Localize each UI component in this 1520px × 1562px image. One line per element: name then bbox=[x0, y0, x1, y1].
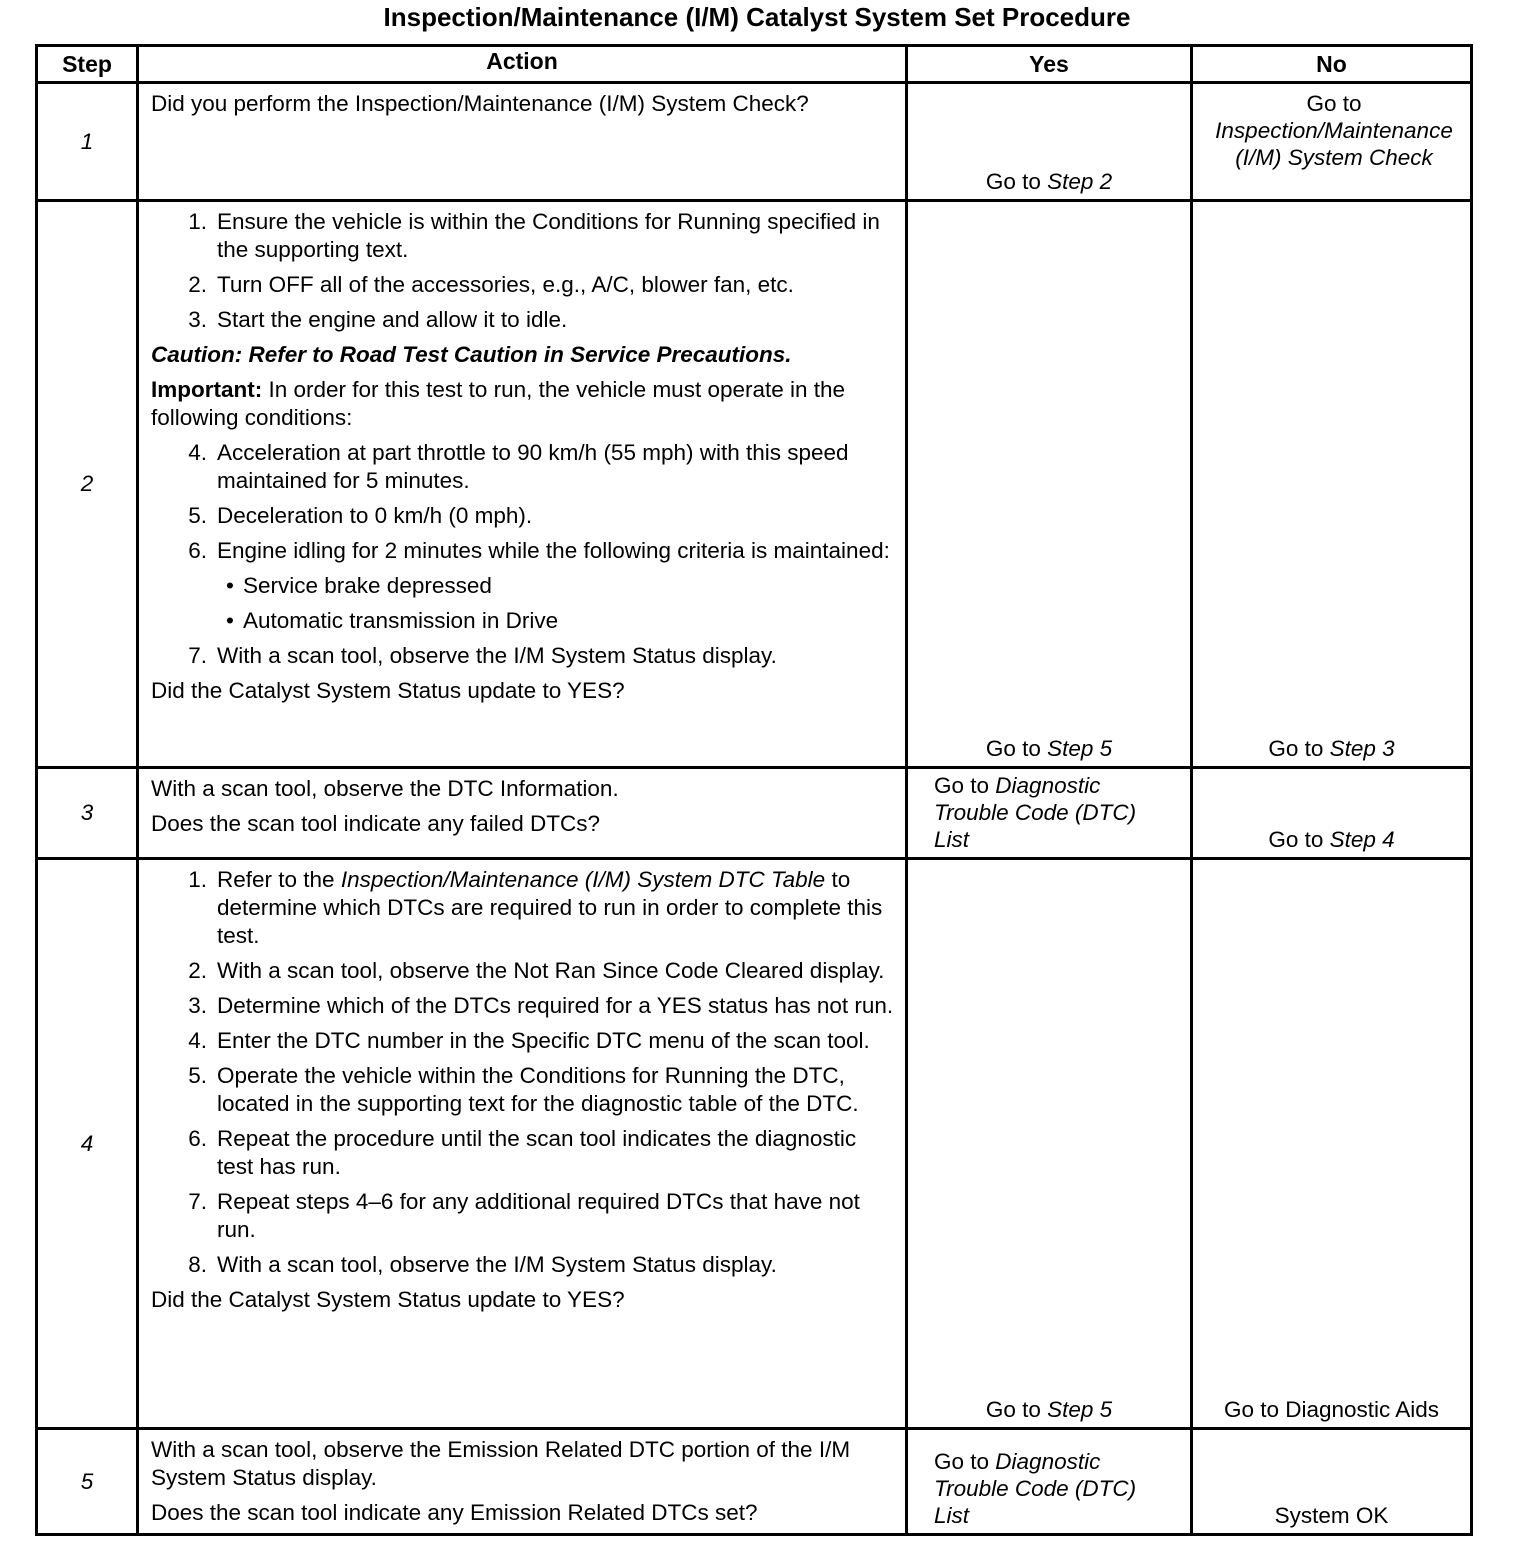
text-segment: Important: bbox=[151, 377, 263, 402]
action-list-item bbox=[151, 208, 897, 264]
text-segment: Go to bbox=[1306, 91, 1362, 116]
yes-result-text bbox=[986, 1396, 1112, 1423]
list-text bbox=[217, 502, 897, 530]
list-number: 6. bbox=[188, 538, 207, 563]
table-row bbox=[37, 859, 1472, 1429]
yes-result-cell bbox=[907, 768, 1192, 859]
text-segment: Acceleration at part throttle to 90 km/h (55 mph) with this speed maintained for 5 minutes. bbox=[217, 440, 849, 493]
text-segment: Does the scan tool indicate any failed DTCs? bbox=[151, 811, 600, 836]
text-segment: With a scan tool, observe the I/M System Status display. bbox=[217, 1252, 777, 1277]
text-segment: Did the Catalyst System Status update to YES? bbox=[151, 678, 625, 703]
step-number: 1 bbox=[37, 83, 138, 201]
list-text bbox=[217, 1062, 897, 1118]
no-result-cell bbox=[1192, 201, 1472, 768]
text-segment: Inspection/Maintenance (I/M) System DTC Table bbox=[340, 867, 826, 892]
step-number: 4 bbox=[37, 859, 138, 1429]
action-list-item bbox=[151, 1125, 897, 1181]
yes-result-cell bbox=[907, 1429, 1192, 1535]
action-list-item bbox=[151, 306, 897, 334]
text-segment: Step 5 bbox=[1047, 1397, 1113, 1422]
table-row bbox=[37, 768, 1472, 859]
text-segment: With a scan tool, observe the DTC Information. bbox=[151, 776, 619, 801]
list-text bbox=[217, 866, 897, 950]
yes-result-cell bbox=[907, 201, 1192, 768]
action-cell bbox=[138, 768, 907, 859]
list-number: 4. bbox=[188, 1028, 207, 1053]
text-segment: Determine which of the DTCs required for a YES status has not run. bbox=[217, 993, 894, 1018]
step-number: 2 bbox=[37, 201, 138, 768]
list-text bbox=[217, 1125, 897, 1181]
list-number: 4. bbox=[188, 440, 207, 465]
list-number: 7. bbox=[188, 643, 207, 668]
text-segment: Ensure the vehicle is within the Conditions for Running specified in the supporting text. bbox=[217, 209, 880, 262]
action-list-item bbox=[151, 537, 897, 635]
action-list-item bbox=[151, 1188, 897, 1244]
text-segment: System OK bbox=[1274, 1503, 1389, 1528]
action-paragraph bbox=[151, 677, 897, 705]
no-result-cell bbox=[1192, 83, 1472, 201]
action-list-item bbox=[151, 271, 897, 299]
yes-result-text bbox=[934, 772, 1164, 853]
text-segment: Caution: Refer to Road Test Caution in Service Precautions. bbox=[151, 342, 792, 367]
step-number: 5 bbox=[37, 1429, 138, 1535]
header-step: Step bbox=[37, 46, 138, 83]
text-segment: Go to bbox=[985, 736, 1048, 761]
list-number: 2. bbox=[188, 958, 207, 983]
list-text bbox=[217, 642, 897, 670]
text-segment: Inspection/Maintenance (I/M) System Check bbox=[1215, 118, 1453, 170]
action-list-item bbox=[151, 1251, 897, 1279]
action-list-item bbox=[151, 1062, 897, 1118]
text-segment: Step 3 bbox=[1329, 736, 1395, 761]
no-result-cell bbox=[1192, 1429, 1472, 1535]
yes-result-cell bbox=[907, 859, 1192, 1429]
list-number: 3. bbox=[188, 307, 207, 332]
list-text bbox=[217, 1027, 897, 1055]
action-paragraph bbox=[151, 1286, 897, 1314]
table-row bbox=[37, 201, 1472, 768]
action-list-item bbox=[151, 502, 897, 530]
bullet-icon: • bbox=[226, 573, 234, 598]
bullet-text: Service brake depressed bbox=[243, 573, 492, 598]
text-segment: Engine idling for 2 minutes while the following criteria is maintained: bbox=[217, 538, 890, 563]
text-segment: With a scan tool, observe the Emission Related DTC portion of the I/M System Status display. bbox=[151, 1437, 851, 1490]
list-text bbox=[217, 1251, 897, 1279]
no-result-text bbox=[1224, 1396, 1439, 1423]
action-paragraph bbox=[151, 775, 897, 803]
list-number: 5. bbox=[188, 503, 207, 528]
text-segment: Go to Diagnostic Aids bbox=[1223, 1397, 1440, 1422]
list-text bbox=[217, 537, 897, 635]
text-segment: Step 5 bbox=[1047, 736, 1113, 761]
header-action: Action bbox=[138, 46, 907, 83]
text-segment: Diagnostic Trouble Code (DTC) List bbox=[934, 1449, 1137, 1528]
text-segment: Enter the DTC number in the Specific DTC menu of the scan tool. bbox=[217, 1028, 870, 1053]
text-segment: With a scan tool, observe the Not Ran Since Code Cleared display. bbox=[217, 958, 885, 983]
text-segment: Did you perform the Inspection/Maintenance (I/M) System Check? bbox=[151, 91, 809, 116]
bullet-item bbox=[217, 607, 897, 635]
page-title: Inspection/Maintenance (I/M) Catalyst System Set Procedure bbox=[383, 2, 1131, 32]
text-segment: Does the scan tool indicate any Emission Related DTCs set? bbox=[151, 1500, 758, 1525]
action-paragraph bbox=[151, 90, 897, 118]
no-result-text bbox=[1268, 826, 1394, 853]
list-number: 1. bbox=[188, 867, 207, 892]
action-paragraph bbox=[151, 341, 897, 369]
list-number: 8. bbox=[188, 1252, 207, 1277]
action-cell bbox=[138, 201, 907, 768]
text-segment: Turn OFF all of the accessories, e.g., A/C, blower fan, etc. bbox=[217, 272, 794, 297]
yes-result-text bbox=[934, 1448, 1164, 1529]
bullet-text: Automatic transmission in Drive bbox=[243, 608, 559, 633]
table-row bbox=[37, 83, 1472, 201]
action-paragraph bbox=[151, 1499, 897, 1527]
action-list-item bbox=[151, 992, 897, 1020]
yes-result-text bbox=[986, 168, 1112, 195]
text-segment: In order for this test to run, the vehicle must operate in the following conditions: bbox=[151, 377, 846, 430]
text-segment: Go to bbox=[1268, 736, 1330, 761]
text-segment: Operate the vehicle within the Conditions for Running the DTC, located in the supporting text for the diagnostic table of the DTC. bbox=[217, 1063, 859, 1116]
bullet-item bbox=[217, 572, 897, 600]
text-segment: Go to bbox=[934, 773, 996, 798]
action-list-item bbox=[151, 439, 897, 495]
yes-result-cell bbox=[907, 83, 1192, 201]
no-result-text bbox=[1275, 1502, 1389, 1529]
action-paragraph bbox=[151, 810, 897, 838]
text-segment: Step 2 bbox=[1047, 169, 1113, 194]
list-number: 3. bbox=[188, 993, 207, 1018]
text-segment: Repeat steps 4–6 for any additional required DTCs that have not run. bbox=[217, 1189, 860, 1242]
action-list-item bbox=[151, 866, 897, 950]
text-segment: Go to bbox=[1268, 827, 1330, 852]
list-number: 7. bbox=[188, 1189, 207, 1214]
list-text bbox=[217, 1188, 897, 1244]
list-text bbox=[217, 439, 897, 495]
list-number: 2. bbox=[188, 272, 207, 297]
step-number: 3 bbox=[37, 768, 138, 859]
action-cell bbox=[138, 859, 907, 1429]
text-segment: Diagnostic Trouble Code (DTC) List bbox=[934, 773, 1137, 852]
text-segment: Go to bbox=[985, 169, 1048, 194]
no-result-text bbox=[1268, 735, 1394, 762]
list-text bbox=[217, 306, 897, 334]
text-segment: Step 4 bbox=[1329, 827, 1395, 852]
action-list-item bbox=[151, 1027, 897, 1055]
no-result-text bbox=[1199, 90, 1469, 171]
action-list-item bbox=[151, 957, 897, 985]
list-text bbox=[217, 992, 897, 1020]
table-header-row bbox=[37, 46, 1472, 83]
yes-result-text bbox=[986, 735, 1112, 762]
list-text bbox=[217, 957, 897, 985]
list-text bbox=[217, 208, 897, 264]
action-paragraph bbox=[151, 1436, 897, 1492]
action-list-item bbox=[151, 642, 897, 670]
text-segment: With a scan tool, observe the I/M System Status display. bbox=[217, 643, 777, 668]
action-cell bbox=[138, 83, 907, 201]
bullet-icon: • bbox=[226, 608, 234, 633]
text-segment: Repeat the procedure until the scan tool indicates the diagnostic test has run. bbox=[217, 1126, 857, 1179]
text-segment: Go to bbox=[985, 1397, 1048, 1422]
text-segment: to determine which DTCs are required to run in order to complete this test. bbox=[217, 867, 883, 948]
text-segment: Deceleration to 0 km/h (0 mph). bbox=[217, 503, 533, 528]
no-result-cell bbox=[1192, 859, 1472, 1429]
text-segment: Start the engine and allow it to idle. bbox=[217, 307, 568, 332]
action-paragraph bbox=[151, 376, 897, 432]
text-segment: Refer to the bbox=[217, 867, 341, 892]
procedure-table bbox=[35, 44, 1473, 1536]
list-number: 1. bbox=[188, 209, 207, 234]
action-cell bbox=[138, 1429, 907, 1535]
header-no: No bbox=[1192, 46, 1472, 83]
no-result-cell bbox=[1192, 768, 1472, 859]
header-yes: Yes bbox=[907, 46, 1192, 83]
text-segment: Go to bbox=[934, 1449, 996, 1474]
list-text bbox=[217, 271, 897, 299]
text-segment: Did the Catalyst System Status update to YES? bbox=[151, 1287, 625, 1312]
table-row bbox=[37, 1429, 1472, 1535]
list-number: 6. bbox=[188, 1126, 207, 1151]
list-number: 5. bbox=[188, 1063, 207, 1088]
